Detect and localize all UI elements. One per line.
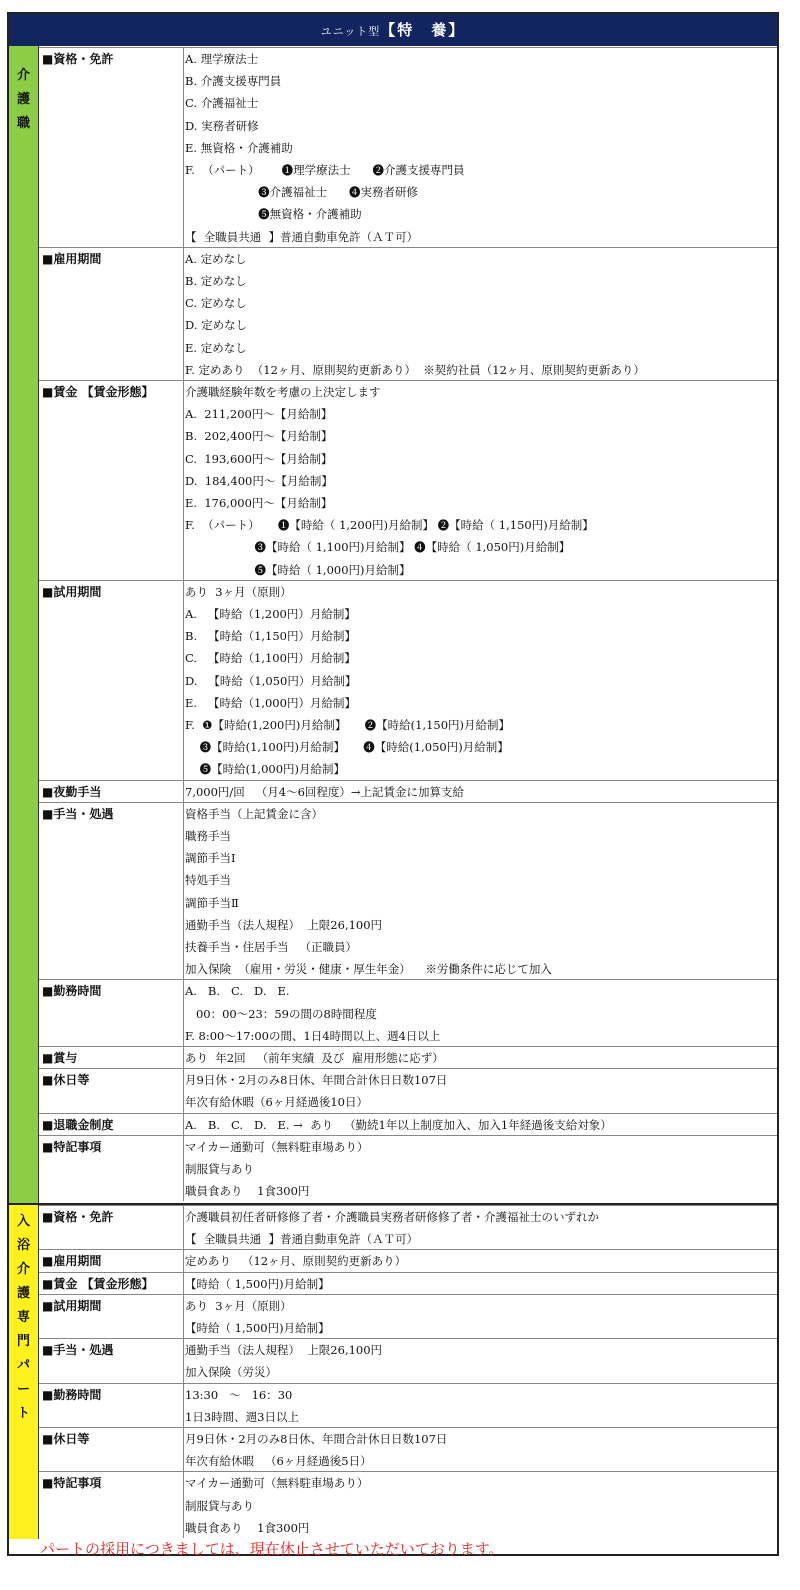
value-line: 年次有給休暇 （6ヶ月経過後5日） <box>185 1454 372 1469</box>
value-line: D. 定めなし <box>185 318 248 333</box>
section-label-char: ト <box>16 1406 30 1421</box>
row-value <box>185 381 775 581</box>
row-label: ■資格・免許 <box>39 1206 184 1249</box>
value-line: 月9日休・2月のみ8日休、年間合計休日日数107日 <box>185 1432 448 1446</box>
value-line: ❺【時給(1,000円)月給制】 <box>185 762 346 777</box>
value-line: C. 介護福祉士 <box>185 96 259 111</box>
row-value <box>185 1428 775 1472</box>
row-label: ■賃金 【賃金形態】 <box>39 1273 184 1294</box>
value-line: 【時給（ 1,500円)月給制】 <box>185 1276 330 1291</box>
value-line: 13:30 ～ 16：30 <box>185 1387 293 1402</box>
row-label: ■手当・処遇 <box>39 1339 184 1382</box>
row-value <box>185 48 775 248</box>
value-line: 00：00～23：59の間の8時間程度 <box>185 1006 377 1021</box>
section-label-char: 職 <box>16 116 30 131</box>
value-line: 【 全職員共通 】普通自動車免許（ＡＴ可） <box>185 1232 419 1247</box>
row-label: ■賃金 【賃金形態】 <box>39 381 184 580</box>
value-line: 特処手当 <box>185 873 231 888</box>
value-line: 制服貸与あり <box>185 1161 254 1176</box>
value-line: 定めあり （12ヶ月、原則契約更新あり） <box>185 1254 407 1269</box>
row-value <box>185 1339 775 1383</box>
table-row <box>39 1068 777 1112</box>
row-label: ■雇用期間 <box>39 1250 184 1271</box>
table-row <box>39 247 777 380</box>
value-line: 加入保険 （雇用・労災・健康・厚生年金） ※労働条件に応じて加入 <box>185 962 552 977</box>
value-line: F. ❶【時給(1,200円)月給制】 ❷【時給(1,150円)月給制】 <box>185 717 511 732</box>
row-value <box>185 248 775 381</box>
value-line: 資格手当（上記賃金に含） <box>185 806 323 821</box>
section-label-char: パ <box>16 1358 30 1373</box>
section-label-char: 介 <box>16 1262 30 1277</box>
value-line: 1日3時間、週3日以上 <box>185 1409 299 1424</box>
row-label: ■特記事項 <box>39 1472 184 1538</box>
table-row <box>39 1046 777 1068</box>
value-line: A. 211,200円～【月給制】 <box>185 407 333 422</box>
footer-note: パートの採用につきましては、現在休止させていただいております。 <box>40 1540 504 1558</box>
value-line: D. 【時給（1,050円）月給制】 <box>185 673 357 688</box>
value-line: C. 定めなし <box>185 296 247 311</box>
row-label: ■勤務時間 <box>39 980 184 1046</box>
value-line: 介護職員初任者研修修了者・介護職員実務者研修修了者・介護福祉士のいずれか <box>185 1210 599 1224</box>
section-label-char: ー <box>16 1382 30 1397</box>
row-label: ■試用期間 <box>39 581 184 780</box>
section-label-char: 護 <box>16 1286 30 1301</box>
row-value <box>185 781 775 803</box>
table-row <box>39 780 777 802</box>
row-label: ■賞与 <box>39 1047 184 1068</box>
row-label: ■休日等 <box>39 1428 184 1471</box>
value-line: A. 理学療法士 <box>185 52 259 66</box>
value-line: 調節手当Ⅰ <box>185 851 236 866</box>
value-line: ❺無資格・介護補助 <box>185 207 362 222</box>
value-line: D. 184,400円～【月給制】 <box>185 473 333 488</box>
value-line: A. 定めなし <box>185 251 247 266</box>
value-line: F. 8:00～17:00の間、1日4時間以上、週4日以上 <box>185 1028 441 1043</box>
row-label: ■休日等 <box>39 1069 184 1112</box>
value-line: 職務手当 <box>185 828 231 843</box>
table-row <box>39 580 777 780</box>
row-value <box>185 1136 775 1203</box>
value-line: 7,000円/回 （月4～6回程度）→上記賃金に加算支給 <box>185 784 465 799</box>
value-line: D. 実務者研修 <box>185 118 259 133</box>
table-row <box>39 380 777 580</box>
row-label: ■特記事項 <box>39 1136 184 1202</box>
row-value <box>185 1114 775 1136</box>
row-value <box>185 1250 775 1272</box>
value-line: C. 【時給（1,100円）月給制】 <box>185 651 356 666</box>
row-label: ■手当・処遇 <box>39 803 184 980</box>
section-divider <box>9 1203 777 1205</box>
table-row <box>39 979 777 1046</box>
value-line: マイカー通勤可（無料駐車場あり） <box>185 1476 369 1491</box>
value-line: E. 【時給（1,000円）月給制】 <box>185 695 356 710</box>
table-header <box>9 14 777 46</box>
value-line: 調節手当Ⅱ <box>185 895 239 910</box>
row-value <box>185 803 775 981</box>
value-line: 加入保険（労災） <box>185 1365 277 1380</box>
table-row <box>39 1135 777 1202</box>
section-label-char: 門 <box>16 1334 30 1349</box>
table-row <box>39 1272 777 1294</box>
section-label-char: 入 <box>16 1214 30 1229</box>
row-value <box>185 1206 775 1250</box>
section-label-char: 専 <box>16 1310 30 1325</box>
value-line: ❺【時給（ 1,000円)月給制】 <box>185 562 411 577</box>
value-line: 職員食あり 1食300円 <box>185 1520 310 1535</box>
row-label: ■退職金制度 <box>39 1114 184 1135</box>
table-row <box>39 1205 777 1249</box>
table-row <box>39 47 777 247</box>
table-row <box>39 802 777 980</box>
row-value <box>185 1069 775 1113</box>
value-line: B. 【時給（1,150円）月給制】 <box>185 629 356 644</box>
table-row <box>39 1338 777 1382</box>
value-line: あり 3ヶ月（原則） <box>185 584 292 599</box>
job-conditions-table <box>7 12 779 1556</box>
value-line: 通勤手当（法人規程） 上限26,100円 <box>185 917 383 932</box>
row-label: ■雇用期間 <box>39 248 184 380</box>
value-line: 年次有給休暇（6ヶ月経過後10日） <box>185 1095 368 1110</box>
value-line: A. B. C. D. E. <box>185 984 290 999</box>
value-line: B. 介護支援専門員 <box>185 74 282 89</box>
value-line: ❸【時給(1,100円)月給制】 ❹【時給(1,050円)月給制】 <box>185 740 509 755</box>
value-line: ❸【時給（ 1,100円)月給制】 ❹【時給（ 1,050円)月給制】 <box>185 540 571 555</box>
value-line: E. 無資格・介護補助 <box>185 140 293 155</box>
value-line: E. 定めなし <box>185 340 247 355</box>
value-line: 制服貸与あり <box>185 1498 254 1513</box>
row-value <box>185 1295 775 1339</box>
table-row <box>39 1471 777 1538</box>
row-label: ■試用期間 <box>39 1295 184 1338</box>
row-value <box>185 581 775 781</box>
value-line: あり 3ヶ月（原則） <box>185 1298 292 1313</box>
section-label-bath-care-part <box>9 1204 39 1539</box>
value-line: 通勤手当（法人規程） 上限26,100円 <box>185 1343 383 1358</box>
value-line: E. 176,000円～【月給制】 <box>185 495 333 510</box>
row-label: ■勤務時間 <box>39 1384 184 1427</box>
section-label-care-staff <box>9 46 39 1204</box>
value-line: 介護職経験年数を考慮の上決定します <box>185 385 381 399</box>
value-line: 職員食あり 1食300円 <box>185 1184 310 1199</box>
row-value <box>185 1047 775 1069</box>
value-line: 【時給（ 1,500円)月給制】 <box>185 1320 330 1335</box>
table-row <box>39 1294 777 1338</box>
row-label: ■夜勤手当 <box>39 781 184 802</box>
value-line: F. （パート） ❶理学療法士 ❷介護支援専門員 <box>185 162 465 177</box>
table-row <box>39 1427 777 1471</box>
value-line: F. 定めあり （12ヶ月、原則契約更新あり） ※契約社員（12ヶ月、原則契約更新あり） <box>185 362 645 377</box>
value-line: あり 年2回 （前年実績 及び 雇用形態に応ず） <box>185 1051 444 1065</box>
row-value <box>185 1384 775 1428</box>
section-label-char: 介 <box>16 68 30 83</box>
header-title: 【特 養】 <box>380 21 466 39</box>
value-line: ❸介護福祉士 ❹実務者研修 <box>185 185 419 200</box>
row-value <box>185 1472 775 1539</box>
value-line: B. 定めなし <box>185 273 247 288</box>
value-line: マイカー通勤可（無料駐車場あり） <box>185 1139 369 1154</box>
value-line: A. B. C. D. E. → あり （勤続1年以上制度加入、加入1年経過後支給対象） <box>185 1117 612 1132</box>
row-value <box>185 980 775 1047</box>
value-line: A. 【時給（1,200円）月給制】 <box>185 606 356 621</box>
value-line: 【 全職員共通 】普通自動車免許（ＡＴ可） <box>185 229 419 244</box>
value-line: 扶養手当・住居手当 （正職員） <box>185 939 357 954</box>
section-label-char: 浴 <box>16 1238 30 1253</box>
table-row <box>39 1249 777 1271</box>
section-label-char: 護 <box>16 92 30 107</box>
table-row <box>39 1383 777 1427</box>
value-line: B. 202,400円～【月給制】 <box>185 429 333 444</box>
value-line: F. （パート） ❶【時給（ 1,200円)月給制】 ❷【時給（ 1,150円)月給制】 <box>185 518 594 533</box>
value-line: C. 193,600円～【月給制】 <box>185 451 333 466</box>
row-value <box>185 1273 775 1295</box>
table-row <box>39 1113 777 1135</box>
header-prefix: ユニット型 <box>320 25 381 38</box>
value-line: 月9日休・2月のみ8日休、年間合計休日日数107日 <box>185 1073 448 1088</box>
row-label: ■資格・免許 <box>39 48 184 247</box>
